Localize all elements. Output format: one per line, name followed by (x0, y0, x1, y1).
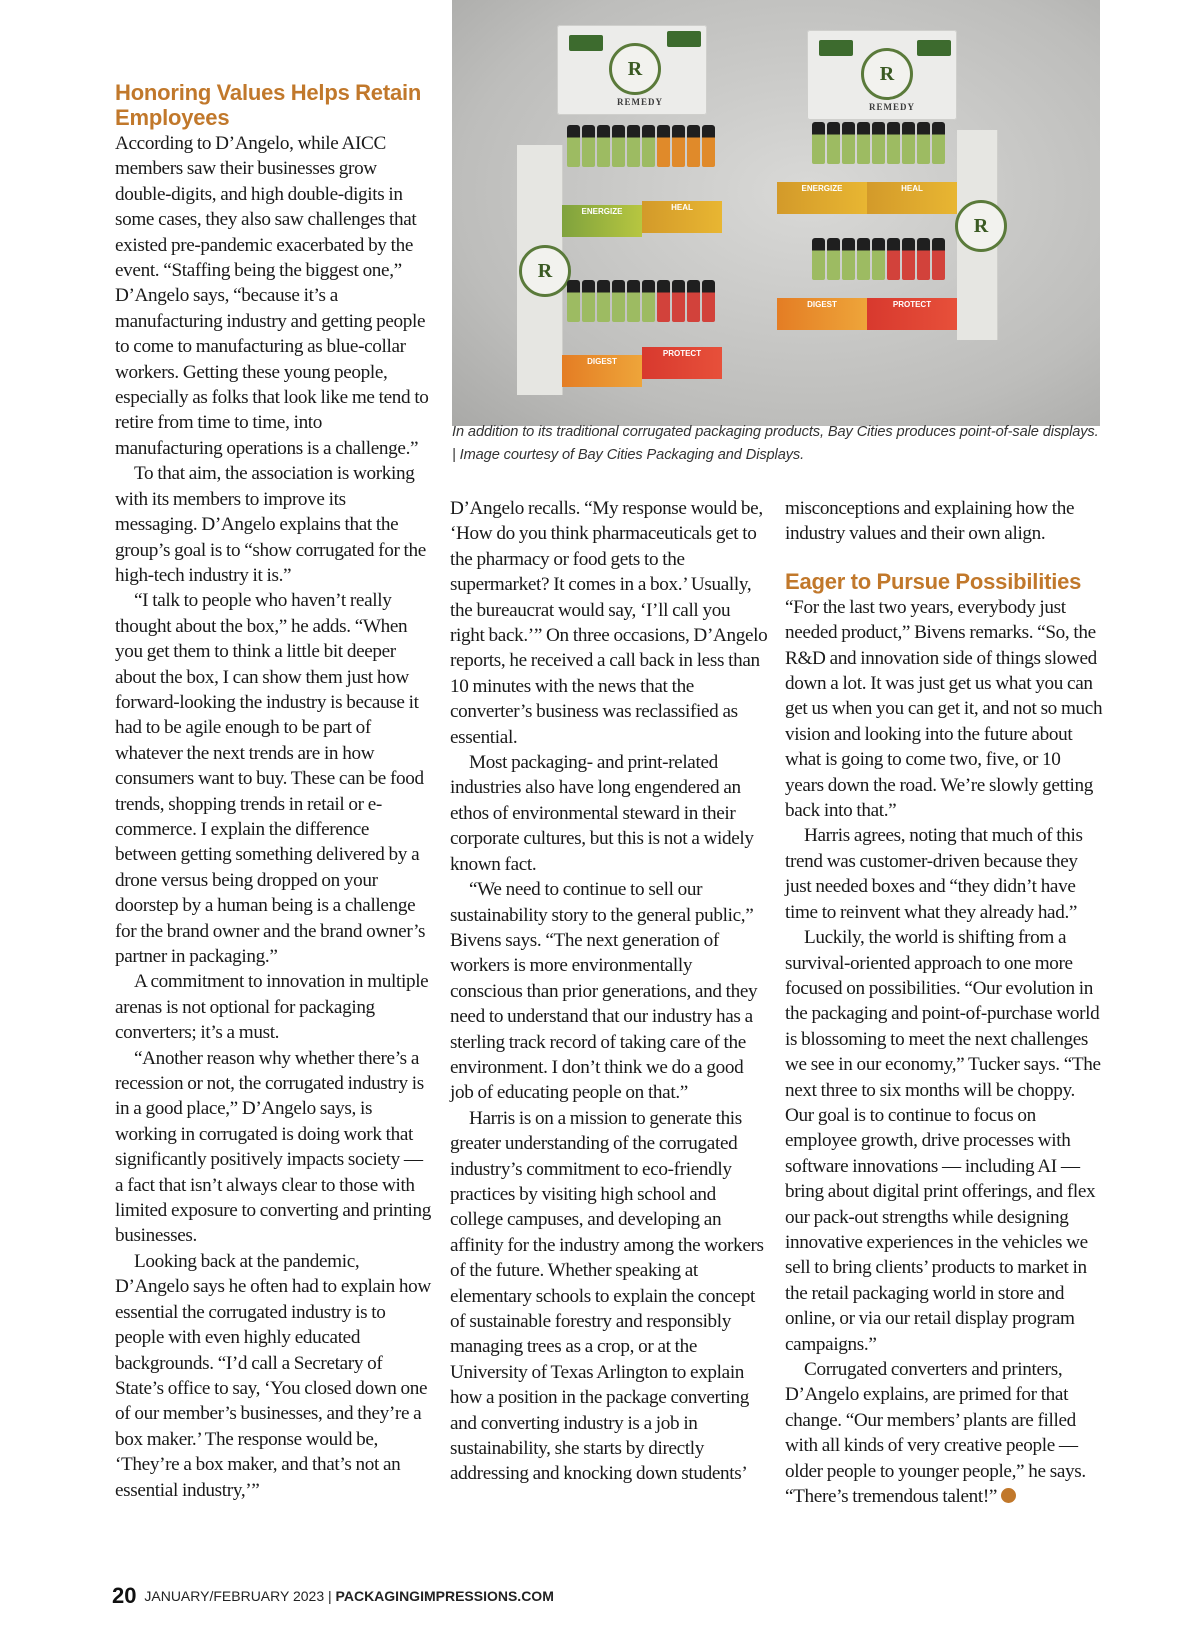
brand-logo: R (609, 43, 661, 95)
footer-separator: | (328, 1588, 332, 1604)
paragraph: Looking back at the pandemic, D’Angelo says he often had to explain how essential the corrugated industry is to people with even highly educated backgrounds. “I’d call a Secretary of State’s office to say, ‘You closed down one of our member’s businesses, and they’re a box maker.’ The response would be, ‘They’re a box maker, and that’s not an essential industry,’” (115, 1250, 431, 1501)
shelf-label-energize: ENERGIZE (562, 205, 642, 237)
article-column-2 (450, 496, 768, 1487)
display-tag (667, 31, 701, 47)
display-tag (569, 35, 603, 51)
shelf-label-protect: PROTECT (867, 298, 957, 330)
shelf-label-digest: DIGEST (777, 298, 867, 330)
paragraph: Harris is on a mission to generate this greater understanding of the corrugated industry’s commitment to eco-friendly practices by visiting high school and college campuses, and developing an affinity for the industry among the workers of the future. Whether speaking at elementary schools to explain the concept of sustainable forestry and responsibly managing trees as a crop, or at the University of Texas Arlington to explain how a position in the package converting and converting industry is a job in sustainability, she starts by directly addressing and knocking down students’ (450, 1107, 764, 1485)
section-heading: Eager to Pursue Possibilities (785, 568, 1082, 594)
issue-date: JANUARY/FEBRUARY 2023 (144, 1588, 325, 1604)
product-display-photo (452, 0, 1100, 426)
paragraph: Luckily, the world is shifting from a survival-oriented approach to one more focused on possibilities. “Our evolution in the packaging and point-of-purchase world is blossoming to meet the next challenges we see in our economy,” Tucker says. “The next three to six months will be choppy. Our goal is to continue to focus on employee growth, drive processes with software innovations — including AI — bring about digital print offerings, and flex our pack-out strengths while designing innovative experiences in the vehicles we sell to bring clients’ products to market in the retail packaging world in store and online, or via our retail display program campaigns.” (785, 927, 1101, 1355)
paragraph: “We need to continue to sell our sustainability story to the general public,” Bivens says. “The next generation of workers is more environmentally conscious than prior generations, and they need to understand that our industry has a sterling track record of taking care of the environment. I don’t think we do a good job of educating people on that.” (450, 879, 758, 1104)
paragraph: D’Angelo recalls. “My response would be, ‘How do you think pharmaceuticals get to the pharmacy or food gets to the supermarket? It comes in a box.’ Usually, the bureaucrat would say, ‘I’ll call you right back.’” On three occasions, D’Angelo reports, he received a call back in less than 10 minutes with the news that the converter’s business was reclassified as essential. (450, 498, 768, 748)
article-column-3 (785, 496, 1103, 1509)
brand-logo: R (955, 200, 1007, 252)
display-tag (917, 40, 951, 56)
brand-name: REMEDY (617, 97, 663, 107)
shelf-label-energize: ENERGIZE (777, 182, 867, 214)
display-tag (819, 40, 853, 56)
shelf-label-digest: DIGEST (562, 355, 642, 387)
paragraph: misconceptions and explaining how the industry values and their own align. (785, 498, 1075, 545)
shelf-label-heal: HEAL (867, 182, 957, 214)
paragraph: Most packaging- and print-related industries also have long engendered an ethos of environmental steward in their corporate cultures, but this is not a widely known fact. (450, 752, 754, 875)
paragraph: “For the last two years, everybody just needed product,” Bivens remarks. “So, the R&D and innovation side of things slowed down a lot. It was just get us what you can get us when you can get it, and not so much vision and looking into the future about what is going to come two, five, or 10 years down the road. We’re slowly getting back into that.” (785, 596, 1103, 822)
display-unit-right (767, 30, 1007, 360)
photo-caption: In addition to its traditional corrugated packaging products, Bay Cities produces point-of-sale displays. | Image courtesy of Bay Cities Packaging and Displays. (452, 424, 1099, 463)
article-column-1 (115, 80, 431, 1503)
brand-logo: R (861, 48, 913, 100)
paragraph-text: Corrugated converters and printers, D’Angelo explains, are primed for that change. “Our members’ plants are filled with all kinds of very creative people — older people to younger people,” he says. “There’s tremendous talent!” (785, 1359, 1086, 1508)
bottle-row (567, 280, 715, 322)
brand-name: REMEDY (869, 102, 915, 112)
website-link[interactable]: PACKAGINGIMPRESSIONS.COM (335, 1588, 554, 1604)
paragraph: “I talk to people who haven’t really thought about the box,” he adds. “When you get them to think a little bit deeper about the box, I can show them just how forward-looking the industry is because it had to be agile enough to be part of whatever the next trends are in how consumers want to buy. These can be food trends, shopping trends in retail or e-commerce. I explain the difference between getting something delivered by a drone versus being dropped on your doorstep by a human being is a challenge for the brand owner and the brand owner’s partner in packaging.” (115, 590, 426, 967)
shelf-label-heal: HEAL (642, 201, 722, 233)
display-unit-left (517, 25, 767, 405)
bottle-row (812, 238, 945, 280)
bottle-row (567, 125, 715, 167)
page-footer (112, 1583, 554, 1609)
page-number: 20 (112, 1583, 137, 1608)
paragraph: “Another reason why whether there’s a recession or not, the corrugated industry is in a good place,” D’Angelo says, is working in corrugated is doing work that significantly positively impacts society — a fact that isn’t always clear to those with limited exposure to converting and printing businesses. (115, 1047, 431, 1247)
section-heading: Honoring Values Helps Retain Employees (115, 80, 422, 130)
paragraph: Harris agrees, noting that much of this trend was customer-driven because they just needed boxes and “they didn’t have time to reinvent what they already had.” (785, 825, 1083, 923)
paragraph: According to D’Angelo, while AICC members saw their businesses grow double-digits, and high double-digits in some cases, they also saw challenges that existed pre-pandemic exacerbated by the event. “Staffing being the biggest one,” D’Angelo says, “because it’s a manufacturing industry and getting people to come to manufacturing as blue-collar workers. Getting these young people, especially as folks that look like me tend to retire from time to time, into manufacturing operations is a challenge.” (115, 133, 429, 459)
shelf-label-protect: PROTECT (642, 347, 722, 379)
paragraph (785, 1357, 1103, 1509)
bottle-row (812, 122, 945, 164)
end-of-article-dot-icon (1001, 1488, 1016, 1503)
paragraph: To that aim, the association is working with its members to improve its messaging. D’Angelo explains that the group’s goal is to “show corrugated for the high-tech industry it is.” (115, 463, 426, 586)
paragraph: A commitment to innovation in multiple arenas is not optional for packaging converters; it’s a must. (115, 971, 429, 1044)
brand-logo: R (519, 245, 571, 297)
